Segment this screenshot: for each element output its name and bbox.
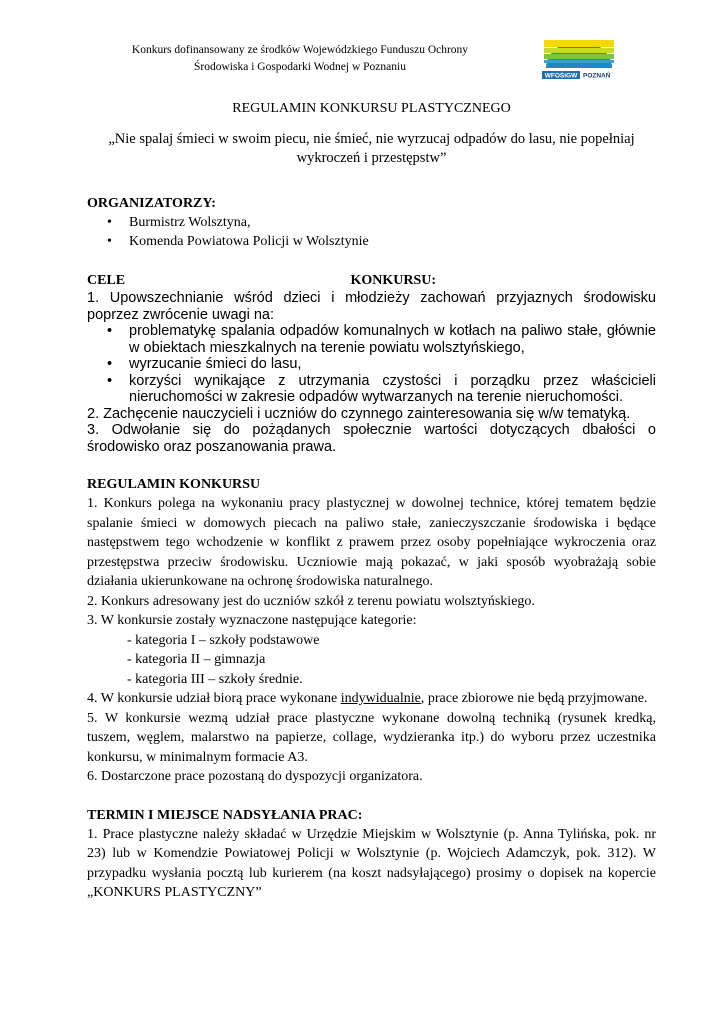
organizer-item: • Burmistrz Wolsztyna, [87,213,656,232]
document-body [87,100,656,903]
deadline-paragraph-1: 1. Prace plastyczne należy składać w Urzędzie Miejskim w Wolsztynie (p. Anna Tylińska, pok. nr 23) lub w Komendzie Powiatowej Policji w Wolsztynie (p. Wojciech Adamczyk, pok. 312). W przypadku wysłania pocztą lub kurierem (na koszt nadsyłającego) prosimy o dopisek na kopercie „KONKURS PLASTYCZNY” [87,826,656,900]
rules-section [87,475,656,787]
rule-5: 5. W konkursie wezmą udział prace plastyczne wykonane dowolną techniką (rysunek kredką, tuszem, węglem, malarstwo na papierze, collage, wydzieranka itp.) do wyboru przez uczestnika konkursu, w minimalnym formacie A3. [87,710,656,765]
goal-paragraph-1: 1. Upowszechnianie wśród dzieci i młodzieży zachowań przyjaznych środowisku poprzez zwrócenie uwagi na: [87,290,656,323]
goals-heading [87,271,436,290]
funding-line-1: Konkurs dofinansowany ze środków Wojewódzkiego Funduszu Ochrony [131,44,469,56]
goal-bullet: • korzyści wynikające z utrzymania czystości i porządku przez właścicieli nieruchomości w zakresie odpadów wytwarzanych na terenie nieruchomości. [87,373,656,406]
rules-heading: REGULAMIN KONKURSU [87,477,261,492]
deadline-section [87,806,656,903]
rule-4-start: 4. W konkursie udział biorą prace wykonane [87,691,341,706]
rule-3: 3. W konkursie zostały wyznaczone następujące kategorie: [87,613,417,628]
deadline-heading: TERMIN I MIEJSCE NADSYŁANIA PRAC: [87,807,363,823]
wfosigw-logo [536,40,622,82]
goal-paragraph-3: 3. Odwołanie się do pożądanych społecznie wartości dotyczących dbałości o środowisko oraz poszanowania prawa. [87,422,656,455]
goals-heading-right: KONKURSU: [350,273,436,288]
logo-text-left: WFOŚiGW [544,72,578,80]
category-item: - kategoria I – szkoły podstawowe [127,632,320,648]
rule-4-underlined: indywidualnie [340,691,421,706]
document-title: REGULAMIN KONKURSU PLASTYCZNEGO [232,101,511,116]
rule-4 [87,689,656,709]
organizers-section [87,194,656,251]
rule-4-end: , prace zbiorowe nie będą przyjmowane. [420,691,648,706]
rule-2: 2. Konkurs adresowany jest do uczniów szkół z terenu powiatu wolsztyńskiego. [87,593,535,609]
funding-header [100,42,500,76]
organizers-list [87,213,656,251]
rule-6: 6. Dostarczone prace pozostaną do dyspozycji organizatora. [87,769,423,784]
organizer-item: • Komenda Powiatowa Policji w Wolsztynie [87,232,656,251]
organizers-heading: ORGANIZATORZY: [87,196,216,211]
goal-paragraph-2: 2. Zachęcenie nauczycieli i uczniów do czynnego zainteresowania się w/w tematyką. [87,405,631,422]
goals-heading-left: CELE [87,273,126,288]
funding-line-2: Środowiska i Gospodarki Wodnej w Poznaniu [194,61,406,73]
goal-bullet: • problematykę spalania odpadów komunalnych w kotłach na paliwo stałe, głównie w obiektach mieszkalnych na terenie powiatu wolsztyńskiego, [87,323,656,356]
category-item: - kategoria III – szkoły średnie. [127,671,303,687]
goals-section [87,271,656,455]
contest-motto: „Nie spalaj śmieci w swoim piecu, nie śmieć, nie wyrzucaj odpadów do lasu, nie popełniaj wykroczeń i przestępstw” [108,131,635,166]
category-item: - kategoria II – gimnazja [127,652,266,667]
goal-bullet: • wyrzucanie śmieci do lasu, [87,356,656,373]
logo-text-right: POZNAŃ [583,72,611,80]
rule-1: 1. Konkurs polega na wykonaniu pracy plastycznej w dowolnej technice, której tematem będzie spalanie śmieci w domowych piecach na paliwo stałe, zanieczyszczanie środowiska i będące następstwem tego wchodzenie w konflikt z prawem przez osoby popełniające wykroczenia oraz przestępstwa przeciw środowisku. Uczniowie mają pokazać, w jaki sposób wyobrażają sobie działania ukierunkowane na ochronę środowiska naturalnego. [87,496,656,589]
goals-list [87,323,656,406]
